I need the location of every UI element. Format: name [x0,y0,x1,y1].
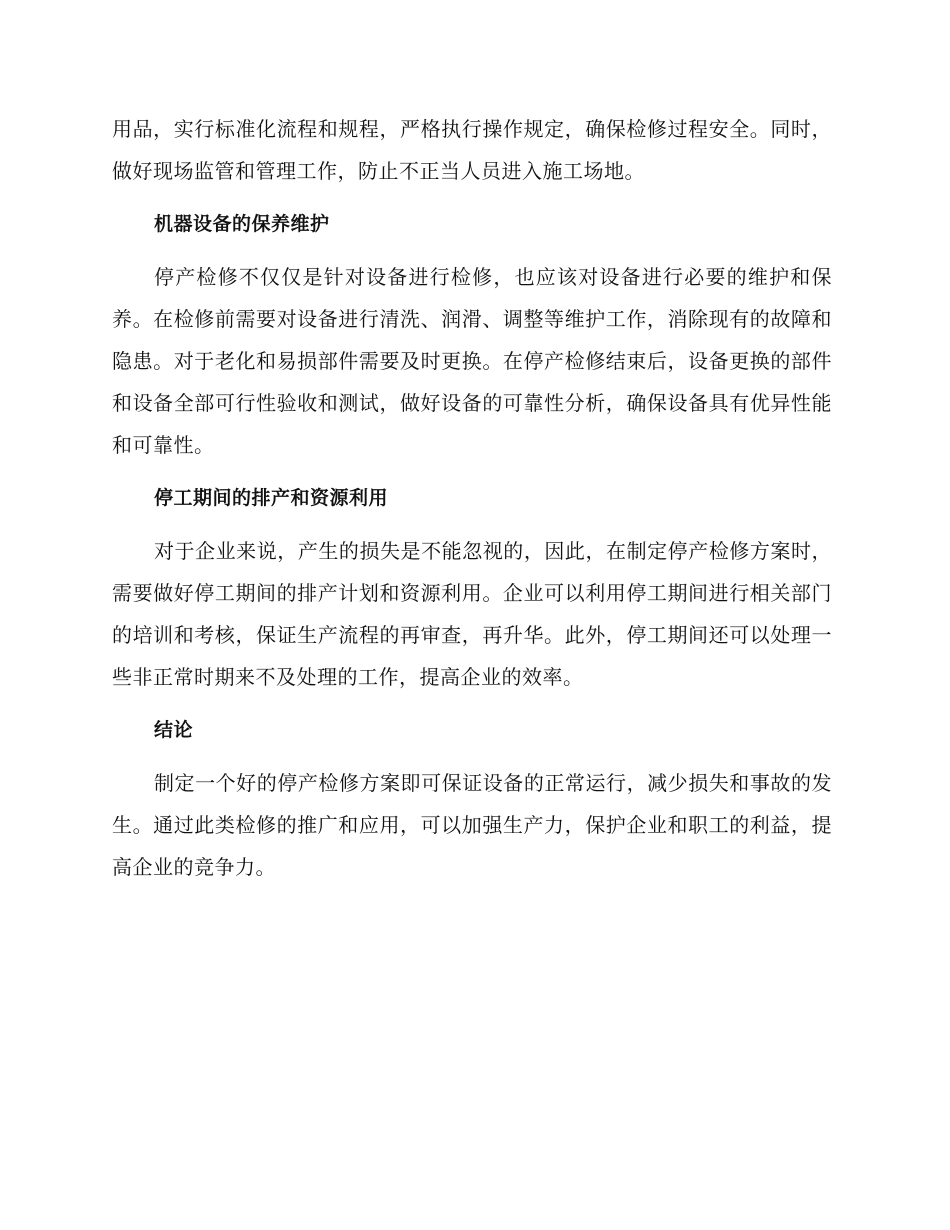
section-heading: 停工期间的排产和资源利用 [154,487,389,509]
section-conclusion [112,710,832,888]
section-scheduling [112,478,832,698]
section-heading: 机器设备的保养维护 [154,213,330,235]
section-paragraph: 停产检修不仅仅是针对设备进行检修，也应该对设备进行必要的维护和保养。在检修前需要对设备进行清洗、润滑、调整等维护工作，消除现有的故障和隐患。对于老化和易损部件需要及时更换。在停产检修结束后，设备更换的部件和设备全部可行性验收和测试，做好设备的可靠性分析，确保设备具有优异性能和可靠性。 [112,265,832,457]
section-maintenance [112,204,832,466]
intro-paragraph: 用品，实行标准化流程和规程，严格执行操作规定，确保检修过程安全。同时，做好现场监管和管理工作，防止不正当人员进入施工场地。 [112,117,832,183]
section-paragraph: 制定一个好的停产检修方案即可保证设备的正常运行，减少损失和事故的发生。通过此类检修的推广和应用，可以加强生产力，保护企业和职工的利益，提高企业的竞争力。 [112,771,832,879]
section-paragraph: 对于企业来说，产生的损失是不能忽视的，因此，在制定停产检修方案时，需要做好停工期间的排产计划和资源利用。企业可以利用停工期间进行相关部门的培训和考核，保证生产流程的再审查，再升华。此外，停工期间还可以处理一些非正常时期来不及处理的工作，提高企业的效率。 [112,539,832,689]
section-heading: 结论 [154,719,194,741]
document-page [112,108,832,888]
